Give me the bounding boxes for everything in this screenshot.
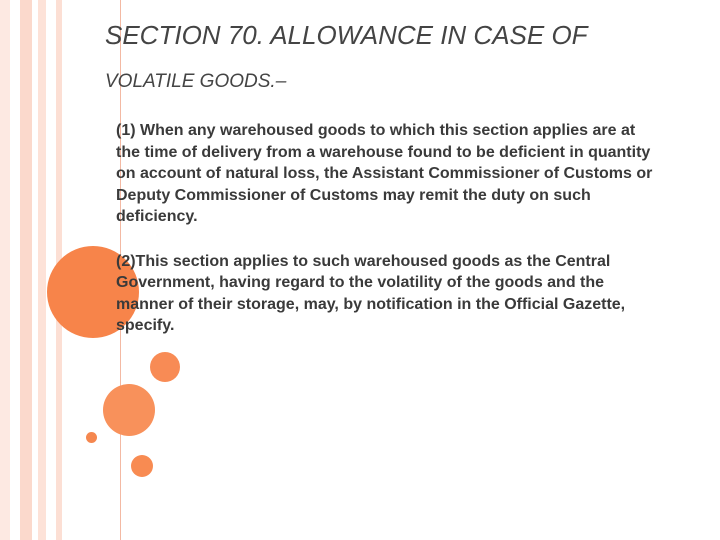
decorative-circle-small bbox=[131, 455, 153, 477]
decorative-stripe bbox=[0, 0, 10, 540]
decorative-stripe bbox=[20, 0, 32, 540]
decorative-stripe bbox=[10, 0, 20, 540]
paragraph-subsection-2: (2)This section applies to such warehoused goods as the Central Government, having regard to the volatility of the goods and the manner of their storage, may, by notification in the Official Gazette, specify. bbox=[116, 252, 626, 334]
decorative-stripe bbox=[38, 0, 46, 540]
slide-body bbox=[116, 120, 656, 360]
decorative-circle-tiny bbox=[86, 432, 97, 443]
slide-title-line-2: VOLATILE GOODS.– bbox=[105, 71, 287, 92]
decorative-circle-medium bbox=[103, 384, 155, 436]
slide-title-line-1: SECTION 70. ALLOWANCE IN CASE OF bbox=[105, 20, 588, 50]
paragraph-subsection-1: (1) When any warehoused goods to which this section applies are at the time of delivery from a warehouse found to be deficient in quantity on account of natural loss, the Assistant Commissioner of Customs or Deputy Commissioner of Customs may remit the duty on such deficiency. bbox=[116, 122, 653, 225]
slide-title bbox=[105, 18, 705, 94]
